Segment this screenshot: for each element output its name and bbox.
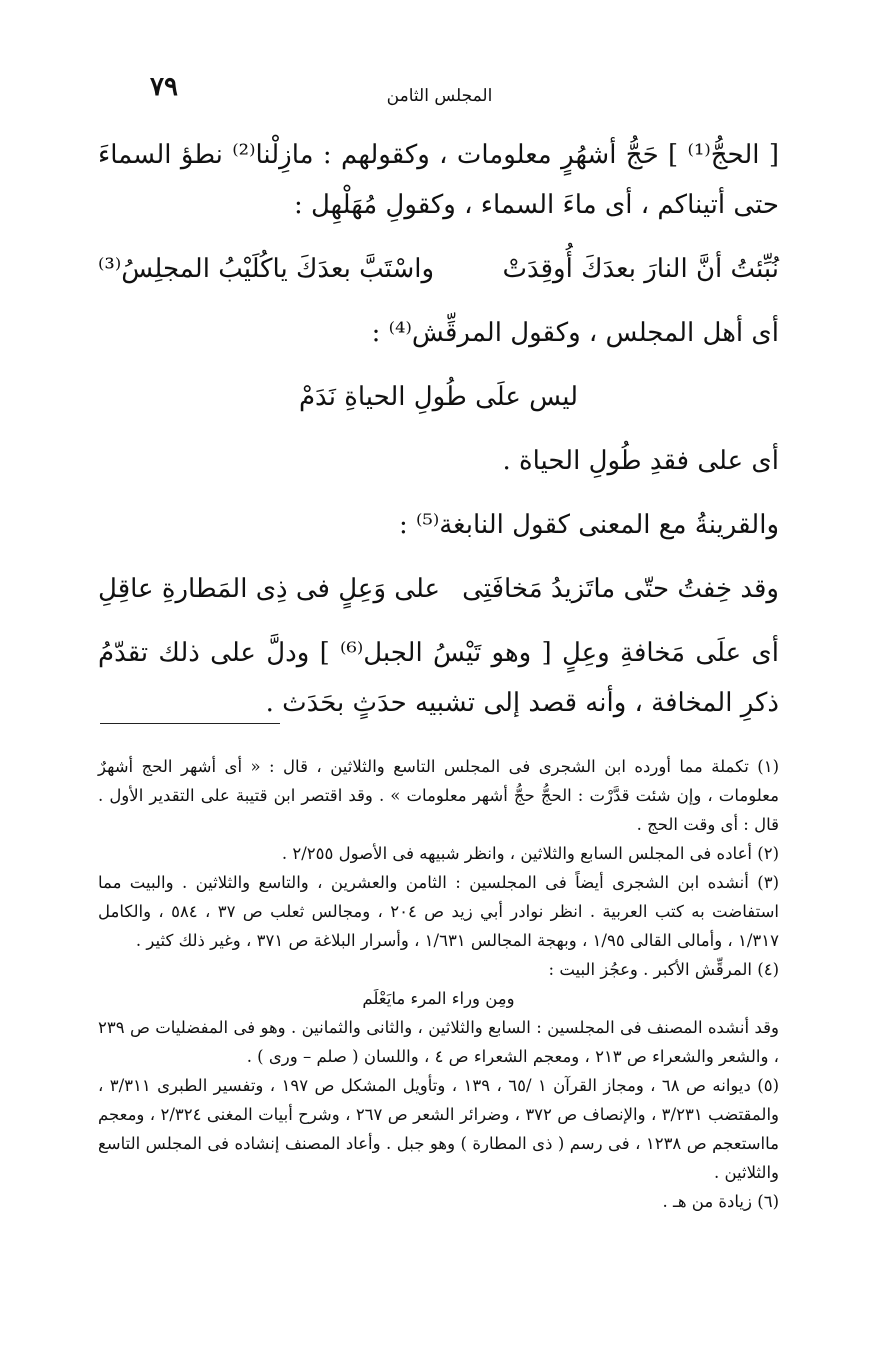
paragraph-1: [ الحجُّ⁽¹⁾ ] حَجُّ أشهُرٍ معلومات ، وكقولهم : مازِلْنا⁽²⁾ نطؤ السماءَ حتى أتيناكم ، أى ماءَ السماء ، وكقولِ مُهَلْهِل : [98,140,779,220]
paragraph-2: أى أهل المجلس ، وكقول المرقِّش⁽⁴⁾ : [371,318,779,348]
footnote-1: (١) تكملة مما أورده ابن الشجرى فى المجلس التاسع والثلاثين ، قال : « أى أشهر الحج أشهرٌ معلومات ، وإن شئت قدَّرْت : الحجُّ حجُّ أشهر معلومات » . وقد اقتصر ابن قتيبة على التقدير الأول . قال : أى وقت الحج . [98,757,779,834]
footnote-3: (٣) أنشده ابن الشجرى أيضاً فى المجلسين : الثامن والعشرين ، والتاسع والثلاثين . والبيت مما استفاضت به كتب العربية . انظر نوادر أبي زيد ص ٢٠٤ ، ومجالس ثعلب ص ٣٧ ، ٥٨٤ ، والكامل ١/٣١٧ ، وأمالى القالى ١/٩٥ ، وبهجة المجالس ١/٦٣١ ، وأسرار البلاغة ص ٣٧١ ، وغير ذلك كثير . [98,873,779,950]
footnote-4: (٤) المرقِّش الأكبر . وعجُز البيت : [548,960,779,979]
paragraph-3: أى على فقدِ طُولِ الحياة . [502,446,779,476]
main-text [98,130,779,728]
verse-muhalhil [98,230,779,308]
footnote-6: (٦) زيادة من هـ . [662,1192,779,1211]
footnote-2: (٢) أعاده فى المجلس السابع والثلاثين ، وانظر شبيهه فى الأصول ٢/٢٥٥ . [281,844,779,863]
verse-1-first-hemistich: نُبِّئتُ أنَّ النارَ بعدَكَ أُوقِدَتْ [502,254,779,284]
footnote-4-verse: ومِن وراء المرء مايَعْلَم [362,989,515,1008]
page-number: ٧٩ [150,72,178,102]
verse-2-hemistich: ليس علَى طُولِ الحياةِ نَدَمْ [298,382,579,412]
verse-nabigha [98,550,779,628]
verse-3-second-hemistich: على وَعِلٍ فى ذِى المَطارةِ عاقِلِ [98,574,441,604]
verse-muraqqish [98,358,779,436]
page-header [150,72,729,112]
verse-1-second-hemistich: واسْتَبَّ بعدَكَ ياكُلَيْبُ المجلِسُ⁽³⁾ [98,254,435,284]
footnote-4-continuation: وقد أنشده المصنف فى المجلسين : السابع والثلاثين ، والثانى والثمانين . وهو فى المفضليات ص ٢٣٩ ، والشعر والشعراء ص ٢١٣ ، ومعجم الشعراء ص ٤ ، واللسان ( صلم – ورى ) . [98,1018,779,1066]
footnotes [98,752,779,1216]
paragraph-5: أى علَى مَخافةِ وعِلٍ [ وهو تَيْسُ الجبل⁽⁶⁾ ] ودلَّ على ذلك تقدّمُ ذكرِ المخافة ، وأنه قصد إلى تشبيه حدَثٍ بحَدَث . [98,638,779,718]
footnote-5: (٥) ديوانه ص ٦٨ ، ومجاز القرآن ١ /٦٥ ، ١٣٩ ، وتأويل المشكل ص ١٩٧ ، وتفسير الطبرى ٣/٣١١ ، والمقتضب ٣/٢٣١ ، والإنصاف ص ٣٧٢ ، وضرائر الشعر ص ٢٦٧ ، وشرح أبيات المغنى ٢/٣٢٤ ، ومعجم مااستعجم ص ١٢٣٨ ، فى رسم ( ذى المطارة ) وهو جبل . وأعاد المصنف إنشاده فى المجلس التاسع والثلاثين . [98,1076,780,1182]
verse-3-first-hemistich: وقد خِفتُ حتّى ماتَزيدُ مَخافَتِى [462,574,779,604]
running-title: المجلس الثامن [386,86,493,106]
paragraph-4: والقرينةُ مع المعنى كقول النابغة⁽⁵⁾ : [398,510,779,540]
footnote-divider [100,723,280,724]
